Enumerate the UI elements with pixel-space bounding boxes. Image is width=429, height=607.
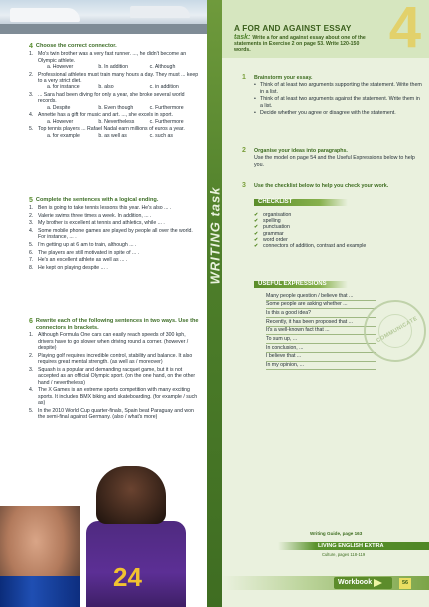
option: c. such as [149, 132, 174, 139]
writing-guide-ref: Writing Guide, page 163 [310, 531, 363, 536]
exercise-item [29, 367, 201, 386]
step-3: 3 Use the checklist below to help you check your work. [242, 182, 389, 189]
option: a. However [47, 118, 74, 125]
page-number: 56 [399, 578, 411, 589]
expression-item: To sum up, ... [266, 335, 376, 344]
athletes-photo [0, 466, 207, 607]
item-text: In the 2010 World Cup quarter-finals, Spain beat Paraguay and won the semi-final against Germany. (also / what's more) [38, 407, 194, 420]
section-label: WRITING task [207, 186, 222, 284]
section-band [207, 0, 222, 607]
exercise-title: Choose the correct connector. [35, 43, 117, 49]
task-label: task: [234, 34, 251, 41]
exercise-item [29, 213, 201, 219]
item-text: ... Sara had been diving for only a year, she broke several world records. [38, 92, 185, 105]
writing-task-panel [222, 0, 429, 607]
option: a. However [47, 64, 74, 70]
item-options [38, 84, 201, 90]
item-text: The players are still motivated in spite of ... . [38, 249, 140, 256]
step-2: 2 Organise your ideas into paragraphs. Use the model on page 54 and the Useful Expressions below to help you. [242, 147, 415, 168]
jersey-number: 24 [113, 562, 142, 592]
item-text: The X Games is an extreme sports competition with many exciting sports. It includes BMX biking and skateboarding. (for example / such as) [38, 387, 198, 406]
item-text: I'm getting up at 6 am to train, although ... . [38, 241, 137, 248]
item-text: He's an excellent athlete as well as ... . [38, 257, 128, 264]
exercise-item [29, 353, 201, 366]
checklist-label: organisation [263, 212, 292, 218]
checklist-label: spelling [263, 218, 281, 225]
exercise-6 [29, 318, 201, 420]
exercises-column [0, 0, 207, 607]
option: b. Nevertheless [98, 118, 135, 125]
item-text: He kept on playing despite ... . [38, 264, 108, 271]
exercise-number: 5 [29, 197, 33, 204]
check-icon: ✔ [254, 230, 259, 237]
item-number: 3. [29, 92, 34, 98]
expression-item: It's a well-known fact that ... [266, 327, 376, 336]
useful-expressions-title: USEFUL EXPRESSIONS [254, 281, 348, 288]
item-number: 2. [29, 212, 34, 219]
item-options [38, 119, 201, 125]
item-number: 5. [29, 126, 34, 133]
item-text: Valerie swims three times a week. In addition, ... . [38, 212, 152, 219]
item-number: 8. [29, 264, 34, 271]
checklist [254, 212, 414, 249]
item-number: 5. [29, 407, 34, 414]
page-title: A FOR AND AGAINST ESSAY [234, 24, 352, 33]
option: b. as well as [98, 132, 127, 139]
check-icon: ✔ [254, 224, 259, 231]
exercise-item [29, 387, 201, 406]
item-number: 4. [29, 227, 34, 234]
exercise-item [29, 112, 201, 125]
expression-item: Some people are asking whether ... [266, 301, 376, 310]
item-number: 2. [29, 352, 34, 359]
item-number: 1. [29, 205, 34, 212]
exercise-4 [29, 43, 201, 139]
option: c. Although [149, 64, 176, 70]
expression-item: Recently, it has been proposed that ... [266, 318, 376, 327]
exercise-item [29, 257, 201, 263]
exercise-item [29, 72, 201, 91]
item-number: 3. [29, 220, 34, 227]
option: a. Despite [47, 104, 71, 111]
expression-item: Many people question / believe that ... [266, 292, 376, 301]
option: b. also [98, 84, 114, 91]
arrow-right-icon [374, 579, 382, 587]
exercise-5 [29, 197, 201, 271]
item-text: My brother is excellent at tennis and athletics, while ... . [38, 220, 165, 227]
option: c. Furthermore [149, 104, 184, 111]
check-icon: ✔ [254, 236, 259, 243]
step-1: 1 Brainstorm your essay. • Think of at least two arguments supporting the statement. Write them in a list. • Think of at least two arguments against the statement. Write them in a list. • Decide whether you agree or disagree with the statement. [242, 74, 422, 117]
item-options [38, 133, 201, 139]
item-number: 4. [29, 112, 34, 119]
footer-bar [222, 576, 429, 590]
exercise-item [29, 265, 201, 271]
expression-item: In my opinion, ... [266, 362, 376, 371]
item-number: 4. [29, 387, 34, 394]
checklist-label: connectors of addition, contrast and example [263, 243, 367, 250]
expression-item: Is this a good idea? [266, 309, 376, 318]
exercise-number: 4 [29, 43, 33, 50]
step-title: Brainstorm your essay. [254, 75, 313, 81]
useful-expressions-list [266, 292, 376, 370]
item-text: Ben is going to take tennis lessons this year. He's also ... . [38, 205, 172, 212]
unit-number: 4 [388, 0, 421, 60]
exercise-item [29, 228, 201, 241]
item-text: Squash is a popular and demanding racquet game, but it is not accepted as an official Olympic sport. (on the one hand, on the other hand / nevertheless) [38, 366, 196, 386]
item-number: 3. [29, 366, 34, 373]
expression-item: I believe that ... [266, 353, 376, 362]
step-title: Use the checklist below to help you check your work. [254, 183, 389, 189]
item-number: 1. [29, 51, 34, 58]
item-text: Professional athletes must train many hours a day. They must ... keep to a very strict diet. [38, 71, 199, 84]
exercise-item [29, 220, 201, 226]
exercise-item [29, 126, 201, 139]
item-number: 7. [29, 257, 34, 264]
expression-item: In conclusion, ... [266, 344, 376, 353]
checklist-label: punctuation [263, 224, 290, 231]
airplanes-photo [0, 0, 207, 34]
item-text: Annette has a gift for music and art. ..., she excels in sport. [38, 112, 173, 119]
task-instructions: task: Write a for and against essay about one of the statements in Exercise 2 on page 53. Write 120-150 words. [234, 34, 366, 54]
item-number: 2. [29, 71, 34, 78]
option: c. Furthermore [149, 118, 184, 125]
workbook-link[interactable]: Workbook [334, 577, 392, 589]
item-number: 6. [29, 249, 34, 256]
exercise-item [29, 408, 201, 421]
option: a. for example [47, 132, 80, 139]
checklist-label: word order [263, 236, 288, 243]
exercise-item [29, 92, 201, 111]
item-number: 1. [29, 332, 34, 339]
item-options [38, 64, 201, 70]
exercise-item [29, 250, 201, 256]
item-text: Mo's twin brother was a very fast runner. ..., he didn't become an Olympic athlete. [38, 51, 187, 64]
checklist-item [254, 243, 414, 249]
check-icon: ✔ [254, 218, 259, 225]
item-text: Top tennis players ... Rafael Nadal earn millions of euros a year. [38, 126, 185, 133]
item-text: Playing golf requires incredible control, stability and balance. It also requires great mental strength. (as well as / moreover) [38, 352, 193, 366]
exercise-title: Rewrite each of the following sentences in two ways. Use the connectors in brackets. [35, 318, 199, 331]
item-number: 5. [29, 241, 34, 248]
item-text: Some mobile phone games are played by people all over the world. For instance, ... . [38, 227, 193, 241]
option: b. In addition [98, 64, 129, 70]
step-title: Organise your ideas into paragraphs. [254, 148, 348, 154]
exercise-number: 6 [29, 318, 33, 325]
exercise-title: Complete the sentences with a logical ending. [35, 197, 159, 203]
option: a. for instance [47, 84, 80, 91]
check-icon: ✔ [254, 243, 259, 250]
culture-ref: Culture, pages 118-119 [322, 552, 366, 557]
exercise-item [29, 205, 201, 211]
option: b. Even though [98, 104, 134, 111]
communicate-stamp: COMMUNICATE [364, 300, 426, 362]
option: c. in addition [149, 84, 179, 91]
checklist-title: CHECKLIST [254, 199, 348, 206]
living-english-banner: LIVING ENGLISH EXTRA [278, 542, 429, 550]
checklist-label: grammar [263, 230, 284, 237]
exercise-item [29, 332, 201, 351]
exercise-item [29, 242, 201, 248]
item-options [38, 105, 201, 111]
item-text: Although Formula One cars can easily reach speeds of 300 kph, drivers have to go slower when driving round a corner. (however / despite) [38, 332, 189, 352]
exercise-item [29, 51, 201, 70]
check-icon: ✔ [254, 212, 259, 218]
